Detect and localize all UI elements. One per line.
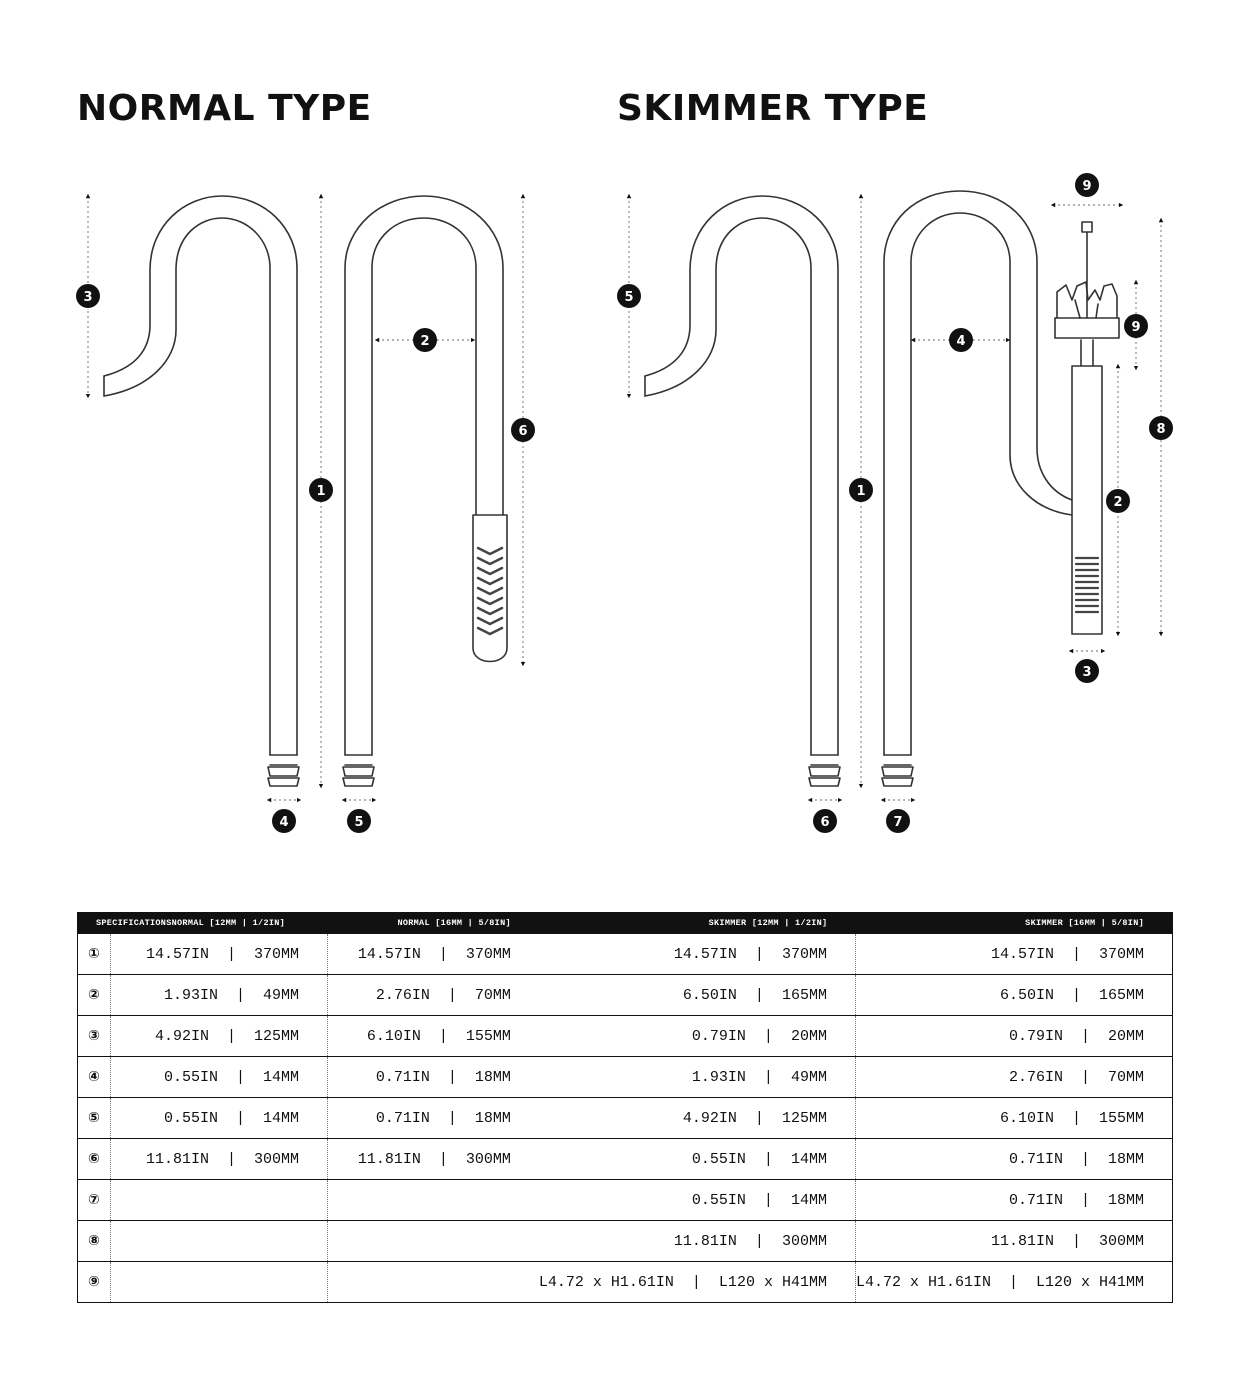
- header-skimmer-12: SKIMMER [12MM | 1/2IN]: [539, 913, 856, 934]
- table-row: [78, 1180, 1173, 1221]
- svg-text:6: 6: [518, 424, 528, 439]
- svg-text:9: 9: [1082, 179, 1092, 194]
- skimmer-outflow-pipe: [882, 191, 1072, 786]
- row-index: ⑦: [78, 1180, 111, 1221]
- table-cell: [327, 1262, 538, 1303]
- row-index: ③: [78, 1016, 111, 1057]
- table-cell: 1.93IN | 49MM: [539, 1057, 856, 1098]
- svg-text:4: 4: [279, 815, 289, 830]
- row-index: ⑤: [78, 1098, 111, 1139]
- table-cell: 2.76IN | 70MM: [327, 975, 538, 1016]
- callout-badge-6: [813, 809, 837, 833]
- table-cell: 0.79IN | 20MM: [855, 1016, 1172, 1057]
- callout-badge-2: [1106, 489, 1130, 513]
- svg-text:3: 3: [1082, 665, 1092, 680]
- callout-badge-3: [76, 284, 100, 308]
- table-cell: 14.57IN | 370MM: [539, 934, 856, 975]
- table-cell: 14.57IN | 370MM: [110, 934, 327, 975]
- table-cell: 4.92IN | 125MM: [539, 1098, 856, 1139]
- svg-text:1: 1: [316, 484, 326, 499]
- table-cell: 4.92IN | 125MM: [110, 1016, 327, 1057]
- table-cell: 0.71IN | 18MM: [855, 1180, 1172, 1221]
- table-row: [78, 1057, 1173, 1098]
- svg-text:2: 2: [1113, 495, 1123, 510]
- normal-inflow-pipe: [104, 196, 299, 786]
- table-cell: 0.55IN | 14MM: [110, 1057, 327, 1098]
- table-cell: 0.55IN | 14MM: [110, 1098, 327, 1139]
- callout-badge-4: [272, 809, 296, 833]
- svg-text:8: 8: [1156, 422, 1166, 437]
- table-cell: [327, 1221, 538, 1262]
- callout-badge-1: [849, 478, 873, 502]
- table-cell: 11.81IN | 300MM: [110, 1139, 327, 1180]
- callout-badge-5: [617, 284, 641, 308]
- table-cell: 6.50IN | 165MM: [539, 975, 856, 1016]
- table-cell: 6.10IN | 155MM: [327, 1016, 538, 1057]
- table-row: [78, 1262, 1173, 1303]
- table-cell: 0.71IN | 18MM: [327, 1098, 538, 1139]
- callout-badge-1: [309, 478, 333, 502]
- callout-badge-6: [511, 418, 535, 442]
- row-index: ⑨: [78, 1262, 111, 1303]
- callout-badge-9-side: [1124, 314, 1148, 338]
- svg-text:1: 1: [856, 484, 866, 499]
- svg-text:3: 3: [83, 290, 93, 305]
- table-cell: L4.72 x H1.61IN | L120 x H41MM: [855, 1262, 1172, 1303]
- table-cell: [110, 1221, 327, 1262]
- table-row: [78, 1221, 1173, 1262]
- callout-badge-7: [886, 809, 910, 833]
- table-row: [78, 1016, 1173, 1057]
- table-row: [78, 975, 1173, 1016]
- callout-badge-9-top: [1075, 173, 1099, 197]
- table-cell: 11.81IN | 300MM: [855, 1221, 1172, 1262]
- normal-outflow-pipe: [343, 196, 507, 786]
- table-cell: 11.81IN | 300MM: [539, 1221, 856, 1262]
- specifications-table: [77, 912, 1173, 1303]
- normal-callouts: [76, 284, 535, 833]
- callout-badge-5: [347, 809, 371, 833]
- table-header-row: [78, 913, 1173, 934]
- table-cell: 11.81IN | 300MM: [327, 1139, 538, 1180]
- table-cell: 0.71IN | 18MM: [855, 1139, 1172, 1180]
- callout-badge-8: [1149, 416, 1173, 440]
- table-cell: [110, 1262, 327, 1303]
- row-index: ④: [78, 1057, 111, 1098]
- table-cell: [110, 1180, 327, 1221]
- table-cell: 2.76IN | 70MM: [855, 1057, 1172, 1098]
- table-cell: 14.57IN | 370MM: [327, 934, 538, 975]
- header-normal-12: NORMAL [12MM | 1/2IN]: [171, 918, 286, 928]
- header-specifications: [78, 913, 328, 934]
- svg-text:4: 4: [956, 334, 966, 349]
- table-cell: 14.57IN | 370MM: [855, 934, 1172, 975]
- svg-text:5: 5: [354, 815, 364, 830]
- table-cell: [327, 1180, 538, 1221]
- svg-text:7: 7: [893, 815, 903, 830]
- skimmer-type-title: SKIMMER TYPE: [617, 88, 929, 129]
- table-row: [78, 1139, 1173, 1180]
- row-index: ①: [78, 934, 111, 975]
- table-cell: 1.93IN | 49MM: [110, 975, 327, 1016]
- table-cell: 0.71IN | 18MM: [327, 1057, 538, 1098]
- table-cell: 6.10IN | 155MM: [855, 1098, 1172, 1139]
- table-cell: 0.79IN | 20MM: [539, 1016, 856, 1057]
- table-cell: L4.72 x H1.61IN | L120 x H41MM: [539, 1262, 856, 1303]
- table-body: [78, 934, 1173, 1303]
- table-row: [78, 934, 1173, 975]
- svg-text:9: 9: [1131, 320, 1141, 335]
- table-row: [78, 1098, 1173, 1139]
- svg-text:6: 6: [820, 815, 830, 830]
- svg-text:5: 5: [624, 290, 634, 305]
- callout-badge-2: [413, 328, 437, 352]
- header-skimmer-16: SKIMMER [16MM | 5/8IN]: [855, 913, 1172, 934]
- row-index: ②: [78, 975, 111, 1016]
- svg-text:2: 2: [420, 334, 430, 349]
- header-specifications-label: SPECIFICATIONS: [96, 918, 172, 928]
- surface-skimmer: [1055, 222, 1119, 634]
- callout-badge-3: [1075, 659, 1099, 683]
- normal-type-title: NORMAL TYPE: [77, 88, 372, 129]
- row-index: ⑧: [78, 1221, 111, 1262]
- skimmer-inflow-pipe: [645, 196, 840, 786]
- table-cell: 0.55IN | 14MM: [539, 1180, 856, 1221]
- header-normal-16: NORMAL [16MM | 5/8IN]: [327, 913, 538, 934]
- table-cell: 6.50IN | 165MM: [855, 975, 1172, 1016]
- table-cell: 0.55IN | 14MM: [539, 1139, 856, 1180]
- row-index: ⑥: [78, 1139, 111, 1180]
- callout-badge-4: [949, 328, 973, 352]
